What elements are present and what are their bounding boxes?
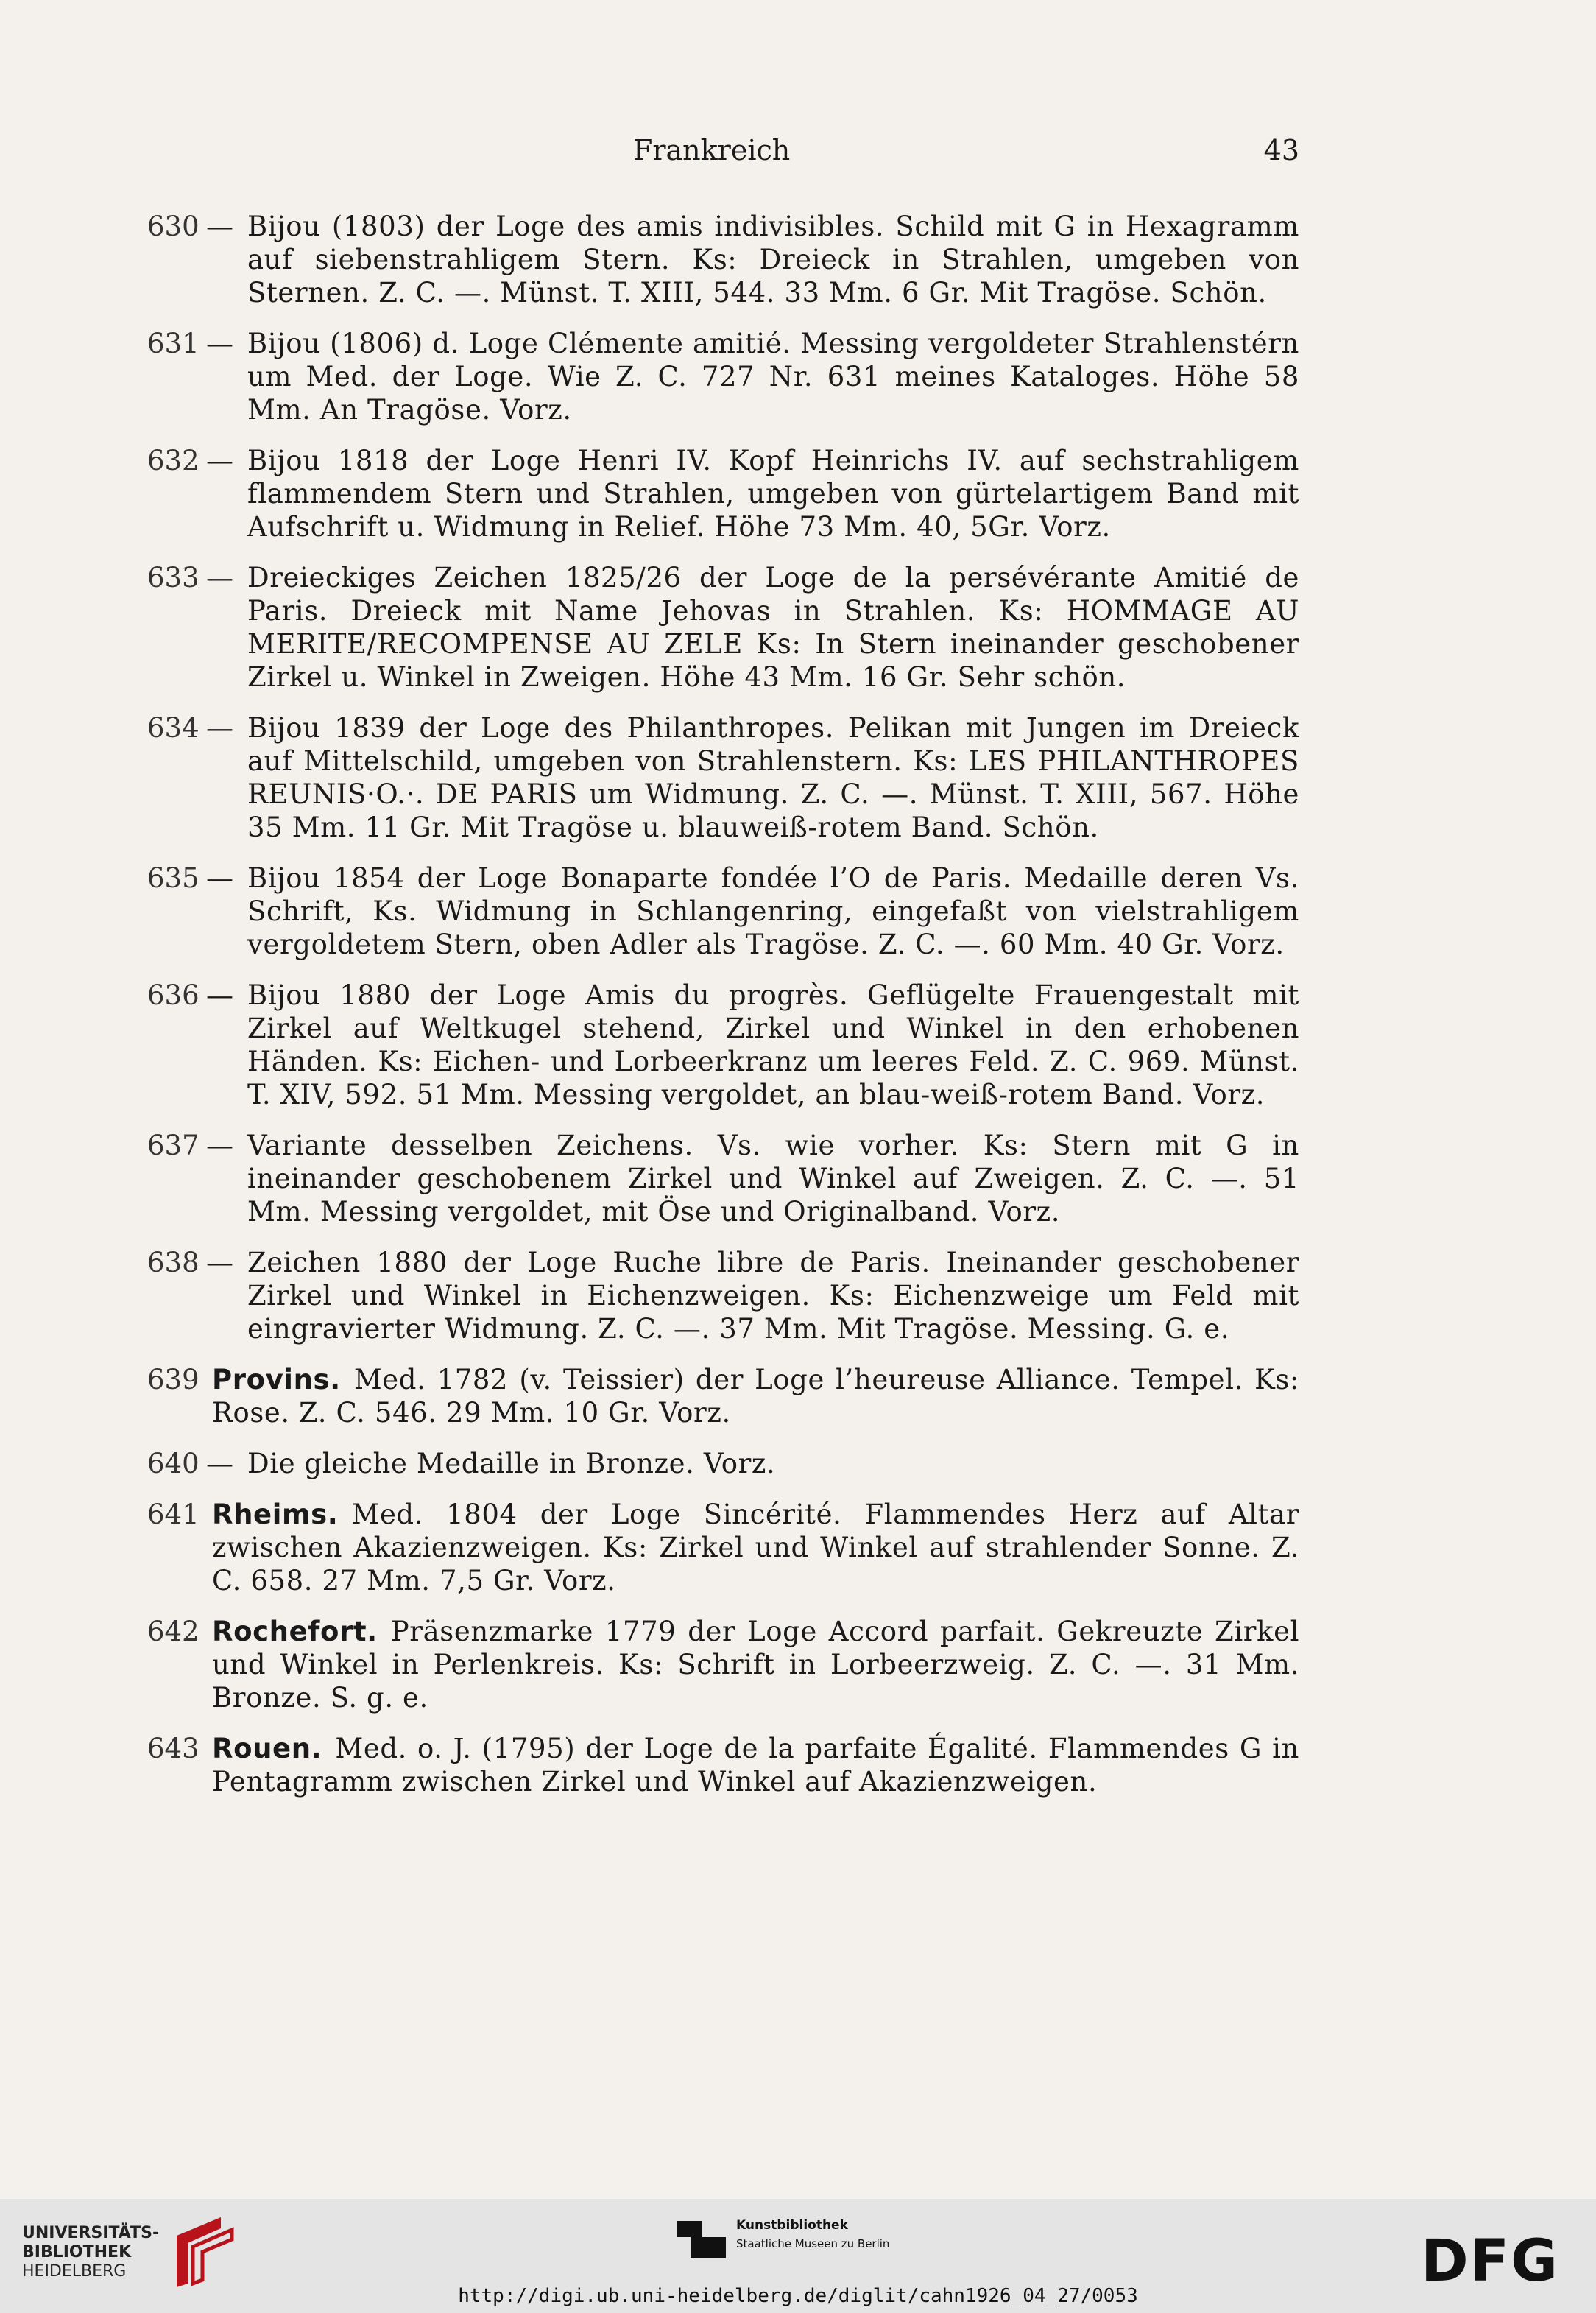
catalog-entry bbox=[147, 1732, 1299, 1798]
entry-number: 634 bbox=[147, 712, 200, 744]
entry-body bbox=[212, 1615, 1299, 1714]
entry-description: Bijou (1806) d. Loge Clémente amitié. Messing vergoldeter Strahlenstérn um Med. der Loge. Wie Z. C. 727 Nr. 631 meines Kataloges. Höhe 58 Mm. An Tragöse. Vorz. bbox=[247, 328, 1299, 426]
entry-body bbox=[212, 1363, 1299, 1429]
entry-body bbox=[247, 1129, 1299, 1228]
entry-number: 639 bbox=[147, 1364, 200, 1395]
entry-number: 638 bbox=[147, 1247, 200, 1278]
entry-body bbox=[212, 1498, 1299, 1597]
entry-dash: — bbox=[206, 979, 233, 1011]
entry-place-name: Rochefort. bbox=[212, 1616, 378, 1647]
catalog-entry bbox=[147, 1129, 1299, 1228]
catalog-entry bbox=[147, 444, 1299, 543]
entry-dash: — bbox=[206, 562, 233, 594]
entry-description: Die gleiche Medaille in Bronze. Vorz. bbox=[247, 1448, 776, 1479]
entry-dash: — bbox=[206, 862, 233, 894]
entry-description: Med. 1782 (v. Teissier) der Loge l’heureuse Alliance. Tempel. Ks: Rose. Z. C. 546. 29 Mm. 10 Gr. Vorz. bbox=[212, 1364, 1299, 1429]
entry-number: 635 bbox=[147, 862, 200, 894]
entry-number: 640 bbox=[147, 1448, 200, 1479]
entry-body bbox=[212, 1732, 1299, 1798]
heidelberg-mark-icon bbox=[162, 2214, 243, 2295]
catalog-entry bbox=[147, 561, 1299, 694]
entry-description: Bijou 1880 der Loge Amis du progrès. Geflügelte Frauengestalt mit Zirkel auf Weltkugel stehend, Zirkel und Winkel in den erhobenen Händen. Ks: Eichen- und Lorbeerkranz um leeres Feld. Z. C. 969. Münst. T. XIV, 592. 51 Mm. Messing vergoldet, an blau-weiß-rotem Band. Vorz. bbox=[247, 979, 1299, 1110]
entry-number: 631 bbox=[147, 328, 200, 359]
entry-number: 643 bbox=[147, 1733, 200, 1764]
catalog-entry bbox=[147, 327, 1299, 426]
catalog-entry bbox=[147, 1363, 1299, 1429]
running-title: Frankreich bbox=[633, 134, 791, 166]
entry-place-name: Rouen. bbox=[212, 1733, 322, 1764]
catalog-entry bbox=[147, 1246, 1299, 1345]
entry-body bbox=[247, 327, 1299, 426]
entry-description: Zeichen 1880 der Loge Ruche libre de Paris. Ineinander geschobener Zirkel und Winkel in Eichenzweigen. Ks: Eichenzweige um Feld mit eingravierter Widmung. Z. C. —. 37 Mm. Mit Tragöse. Messing. G. e. bbox=[247, 1247, 1299, 1345]
entry-description: Med. o. J. (1795) der Loge de la parfaite Égalité. Flammendes G in Pentagramm zwischen Zirkel und Winkel auf Akazienzweigen. bbox=[212, 1733, 1299, 1798]
entry-description: Bijou 1818 der Loge Henri IV. Kopf Heinrichs IV. auf sechstrahligem flammendem Stern und Strahlen, umgeben von gürtelartigem Band mit Aufschrift u. Widmung in Relief. Höhe 73 Mm. 40, 5Gr. Vorz. bbox=[247, 445, 1299, 543]
entry-dash: — bbox=[206, 1130, 233, 1161]
entry-number: 630 bbox=[147, 211, 200, 242]
entry-place-name: Provins. bbox=[212, 1364, 341, 1395]
kunstbibliothek-title: Kunstbibliothek bbox=[736, 2218, 848, 2233]
entry-dash: — bbox=[206, 1247, 233, 1278]
footer-bar bbox=[0, 2199, 1596, 2313]
entry-body bbox=[247, 1246, 1299, 1345]
entry-body bbox=[247, 561, 1299, 694]
kunstbibliothek-mark-icon bbox=[677, 2215, 727, 2261]
entry-body bbox=[247, 711, 1299, 844]
entry-description: Bijou 1839 der Loge des Philanthropes. Pelikan mit Jungen im Dreieck auf Mittelschild, umgeben von Strahlenstern. Ks: LES PHILANTHROPES REUNIS·O.·. DE PARIS um Widmung. Z. C. —. Münst. T. XIII, 567. Höhe 35 Mm. 11 Gr. Mit Tragöse u. blauweiß-rotem Band. Schön. bbox=[247, 712, 1299, 843]
entry-body bbox=[247, 1447, 1299, 1480]
entry-number: 637 bbox=[147, 1130, 200, 1161]
entry-dash: — bbox=[206, 211, 233, 242]
page-header bbox=[147, 134, 1299, 178]
entry-dash: — bbox=[206, 1448, 233, 1479]
page-number: 43 bbox=[1263, 134, 1299, 166]
entry-number: 642 bbox=[147, 1616, 200, 1647]
entry-number: 633 bbox=[147, 562, 200, 594]
entry-body bbox=[247, 862, 1299, 961]
entry-description: Variante desselben Zeichens. Vs. wie vorher. Ks: Stern mit G in ineinander geschobenem Zirkel und Winkel auf Zweigen. Z. C. —. 51 Mm. Messing vergoldet, mit Öse und Originalband. Vorz. bbox=[247, 1130, 1299, 1228]
entry-body bbox=[247, 210, 1299, 309]
heidelberg-library-text bbox=[22, 2224, 159, 2281]
ub-line-3: HEIDELBERG bbox=[22, 2262, 127, 2281]
entry-number: 632 bbox=[147, 445, 200, 476]
catalog-entry bbox=[147, 1447, 1299, 1480]
entry-dash: — bbox=[206, 712, 233, 744]
kunstbibliothek-subtitle: Staatliche Museen zu Berlin bbox=[736, 2237, 890, 2250]
catalog-entry bbox=[147, 1615, 1299, 1714]
catalog-entry bbox=[147, 210, 1299, 309]
catalog-entry bbox=[147, 862, 1299, 961]
entry-description: Bijou (1803) der Loge des amis indivisibles. Schild mit G in Hexagramm auf siebenstrahligem Stern. Ks: Dreieck in Strahlen, umgeben von Sternen. Z. C. —. Münst. T. XIII, 544. 33 Mm. 6 Gr. Mit Tragöse. Schön. bbox=[247, 211, 1299, 309]
catalog-entry bbox=[147, 979, 1299, 1111]
entry-description: Bijou 1854 der Loge Bonaparte fondée l’O de Paris. Medaille deren Vs. Schrift, Ks. Widmung in Schlangenring, eingefaßt von vielstrahligem vergoldetem Stern, oben Adler als Tragöse. Z. C. —. 60 Mm. 40 Gr. Vorz. bbox=[247, 862, 1299, 960]
catalog-entry bbox=[147, 1498, 1299, 1597]
entry-description: Präsenzmarke 1779 der Loge Accord parfait. Gekreuzte Zirkel und Winkel in Perlenkreis. Ks: Schrift in Lorbeerzweig. Z. C. —. 31 Mm. Bronze. S. g. e. bbox=[212, 1616, 1299, 1714]
entry-dash: — bbox=[206, 328, 233, 359]
source-url[interactable]: http://digi.ub.uni-heidelberg.de/diglit/cahn1926_04_27/0053 bbox=[458, 2285, 1138, 2307]
entry-place-name: Rheims. bbox=[212, 1499, 339, 1530]
entry-body bbox=[247, 444, 1299, 543]
catalog-entries bbox=[147, 210, 1299, 1816]
ub-line-1: UNIVERSITÄTS- bbox=[22, 2224, 160, 2242]
catalog-entry bbox=[147, 711, 1299, 844]
entry-body bbox=[247, 979, 1299, 1111]
entry-description: Med. 1804 der Loge Sincérité. Flammendes Herz auf Altar zwischen Akazienzweigen. Ks: Zirkel und Winkel auf strahlender Sonne. Z. C. 658. 27 Mm. 7,5 Gr. Vorz. bbox=[212, 1499, 1299, 1596]
ub-line-2: BIBLIOTHEK bbox=[22, 2243, 132, 2261]
entry-dash: — bbox=[206, 445, 233, 476]
dfg-logo[interactable]: DFG bbox=[1421, 2228, 1560, 2295]
entry-number: 636 bbox=[147, 979, 200, 1011]
entry-number: 641 bbox=[147, 1499, 200, 1530]
entry-description: Dreieckiges Zeichen 1825/26 der Loge de la persévérante Amitié de Paris. Dreieck mit Name Jehovas in Strahlen. Ks: HOMMAGE AU MERITE/RECOMPENSE AU ZELE Ks: In Stern ineinander geschobener Zirkel u. Winkel in Zweigen. Höhe 43 Mm. 16 Gr. Sehr schön. bbox=[247, 562, 1299, 693]
